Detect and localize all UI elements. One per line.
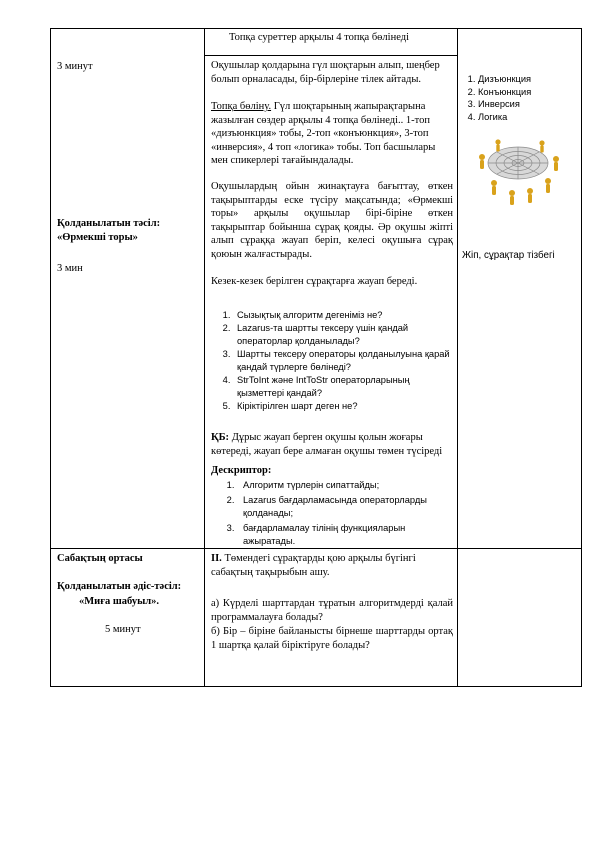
activity-heading: Топқа суреттер арқылы 4 топқа бөлінеді	[229, 32, 409, 43]
lead-number: II.	[211, 553, 222, 564]
method-block	[57, 217, 160, 245]
resources-cell	[458, 29, 582, 549]
group-names-list	[460, 73, 578, 123]
activity-cell	[205, 29, 458, 549]
descriptor-list-block	[211, 479, 453, 550]
resources-text: Жіп, сұрақтар тізбегі	[462, 250, 555, 261]
table-row	[51, 549, 582, 687]
list-item: 4. StrToInt және IntToStr операторларының қызметтері қандай?	[233, 374, 453, 400]
method-time: 3 мин	[57, 263, 83, 274]
intro-paragraph: Оқушылар қолдарына гүл шоқтарын алып, шеңбер болып орналасады, бір-бірлеріне тілек айтады.	[211, 60, 440, 85]
descriptor-label: Дескриптор:	[211, 465, 272, 476]
group-split-paragraph	[211, 100, 453, 168]
group-split-label: Топқа бөліну.	[211, 101, 272, 112]
list-item: 3. Шартты тексеру операторы қолданылуына қарай қандай түрлерге бөлінеді?	[233, 348, 453, 374]
list-item: 1. Алгоритм түрлерін сипаттайды;	[237, 479, 453, 492]
list-item: 1. Сызықтық алгоритм дегеніміз не?	[233, 309, 453, 322]
list-item: 5. Кіріктірілген шарт деген не?	[233, 400, 453, 413]
method-name: «Өрмекші торы»	[57, 232, 138, 243]
assessment-text: Дұрыс жауап берген оқушы қолын жоғары көтереді, жауап бере алмаған оқушы төмен түсіреді	[211, 432, 443, 457]
lead-text: Төмендегі сұрақтарды қою арқылы бүгінгі сабақтың тақырыбын ашу.	[211, 553, 416, 578]
resources-cell	[458, 549, 582, 687]
method-label: Қолданылатын тәсіл:	[57, 218, 161, 229]
list-item: 3. Инверсия	[478, 98, 578, 111]
timing-cell	[51, 29, 205, 549]
list-item: 2. Lazarus бағдарламасында операторларды қолданады;	[237, 494, 453, 520]
activity-divider	[205, 55, 458, 58]
list-item: 4. Логика	[478, 111, 578, 124]
question-list-block	[211, 309, 453, 413]
method-time: 5 минут	[105, 624, 141, 635]
group-split-text: Гүл шоқтарының жапырақтарына жазылған сөздер арқылы 4 топқа бөлінеді.. 1-топ «дизъюнкция» тобы, 2-топ «конъюнкция», 3-топ «инверсия», 4 топ «логика» тобы. Топ басшылары мен спикерлері тағайындалады.	[211, 101, 436, 166]
question-a: а) Күрделі шарттардан тұратын алгоритмдерді қалай программалауға болады?	[211, 598, 453, 623]
lesson-lead	[211, 552, 453, 579]
answer-instruction: Кезек-кезек берілген сұрақтарға жауап береді.	[211, 276, 418, 287]
question-b: б) Бір – біріне байланысты бірнеше шарттарды ортақ 1 шартқа қалай біріктіруге болады?	[211, 626, 453, 651]
assessment-paragraph	[211, 431, 453, 458]
timing-cell	[51, 549, 205, 687]
method-label: Қолданылатын әдіс-тәсіл:	[57, 581, 182, 592]
table-row	[51, 29, 582, 549]
section-title: Сабақтың ортасы	[57, 553, 143, 564]
method-name: «Миға шабуыл».	[79, 596, 160, 607]
list-item: 3. бағдарламалау тілінің функцияларын ажыратады.	[237, 522, 453, 548]
list-item: 2. Lazarus-та шартты тексеру үшін қандай операторлар қолданылады?	[233, 322, 453, 348]
group-names-block	[460, 73, 578, 123]
list-item: 2. Конъюнкция	[478, 86, 578, 99]
assessment-label: ҚБ:	[211, 432, 230, 443]
spider-web-illustration	[472, 137, 564, 207]
lesson-plan-table	[50, 28, 582, 687]
list-item: 1. Дизъюнкция	[478, 73, 578, 86]
web-activity-paragraph: Оқушылардың ойын жинақтауға бағыттау, өткен тақырыптарды еске түсіру мақсатында; «Өрмекші торы» арқылы оқушылар бірі-біріне өткен тақырыптар бойынша сұрақ қояды. Әр оқушы жіпті алып сұраққа жауап беріп, келесі оқушыға сұрақ қоюын жалғастырады.	[211, 181, 453, 260]
activity-cell	[205, 549, 458, 687]
stage-time: 3 минут	[57, 61, 93, 72]
question-list	[211, 309, 453, 413]
descriptor-list	[211, 479, 453, 548]
